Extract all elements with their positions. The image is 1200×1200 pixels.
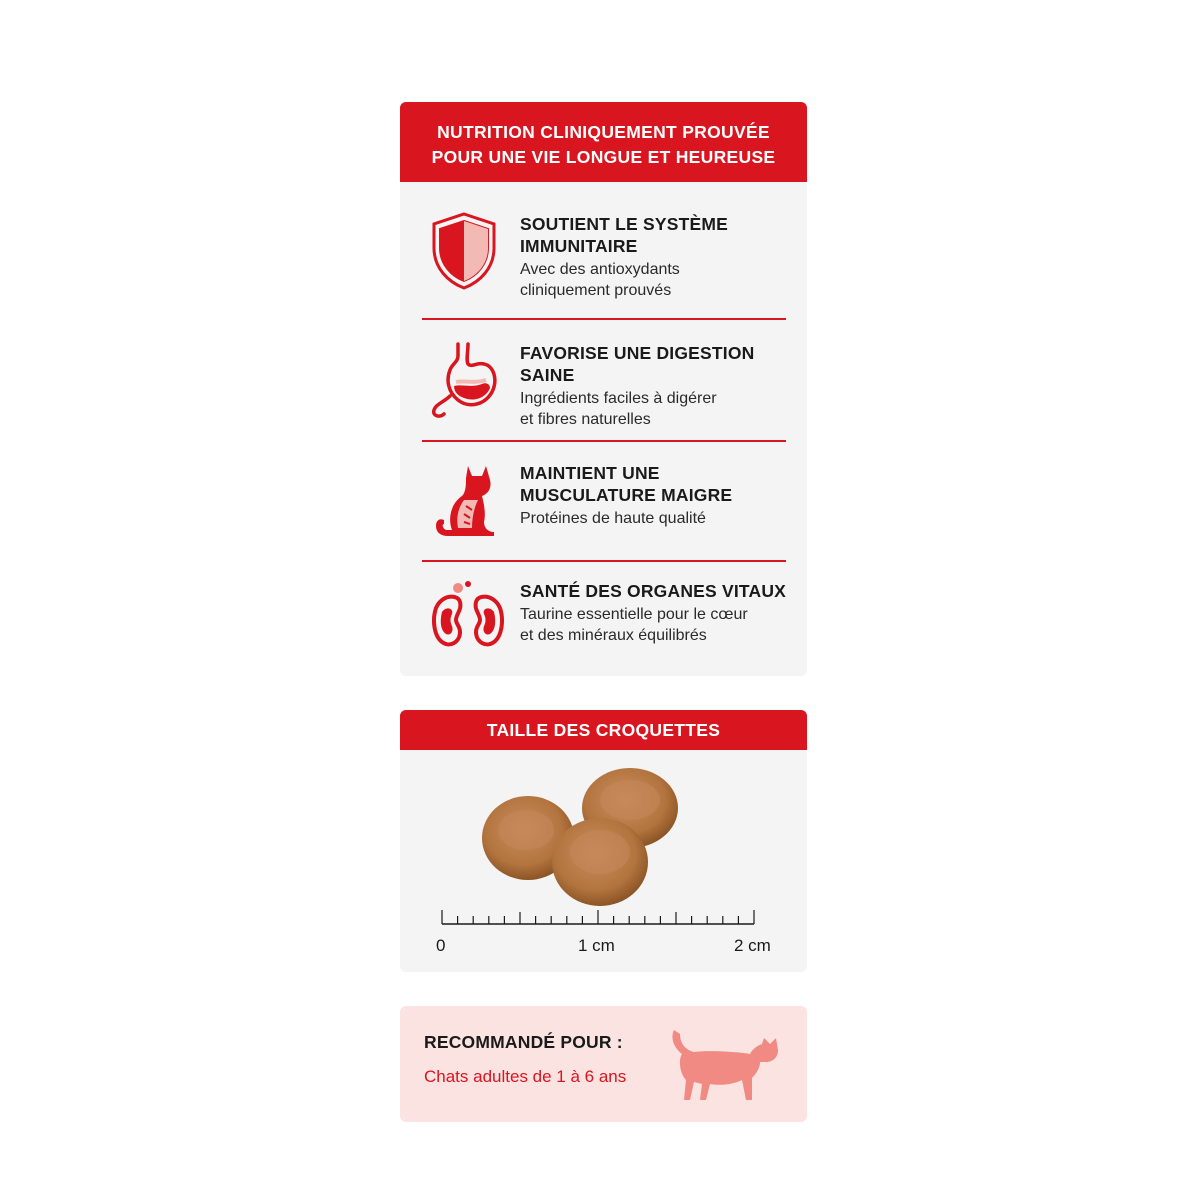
benefit-digestion-desc-2: et fibres naturelles [520,411,651,428]
benefit-immune-text [520,213,800,301]
shield-icon [428,210,500,290]
divider [422,318,786,320]
cat-walking-icon [668,1026,784,1106]
benefit-digestion [422,340,786,430]
benefit-muscle-title-2: MUSCULATURE MAIGRE [520,485,733,505]
benefit-muscle-desc-1: Protéines de haute qualité [520,510,706,527]
ruler-label-1cm: 1 cm [578,936,615,955]
ruler-label-2cm: 2 cm [734,936,771,955]
recommend-title: RECOMMANDÉ POUR : [424,1032,623,1052]
benefit-immune-title-1: SOUTIENT LE SYSTÈME [520,214,728,234]
benefit-immune-desc-1: Avec des antioxydants [520,261,680,278]
benefit-digestion-desc-1: Ingrédients faciles à digérer [520,390,717,407]
benefits-header-line1: NUTRITION CLINIQUEMENT PROUVÉE [437,122,770,142]
recommend-panel [400,1006,807,1122]
stomach-icon [428,340,500,420]
benefit-immune-desc-2: cliniquement prouvés [520,282,672,299]
benefit-immune [422,210,786,310]
benefit-muscle-title-1: MAINTIENT UNE [520,463,660,483]
benefit-organs-desc-2: et des minéraux équilibrés [520,627,707,644]
divider [422,440,786,442]
kidney-icon [428,580,508,660]
kibble-panel [400,710,807,972]
size-ruler [440,906,760,936]
recommend-value: Chats adultes de 1 à 6 ans [424,1067,627,1086]
benefit-organs-desc-1: Taurine essentielle pour le cœur [520,606,748,623]
benefit-muscle-text [520,462,800,529]
benefit-organs-title-1: SANTÉ DES ORGANES VITAUX [520,581,787,601]
benefit-organs-text [520,580,800,646]
benefits-header-line2: POUR UNE VIE LONGUE ET HEUREUSE [431,147,776,167]
ruler-label-0: 0 [436,936,446,955]
kibble-header: TAILLE DES CROQUETTES [400,710,807,750]
benefit-digestion-title-1: FAVORISE UNE DIGESTION SAINE [520,343,755,385]
benefit-immune-title-2: IMMUNITAIRE [520,236,638,256]
divider [422,560,786,562]
benefits-header [400,102,807,182]
kibble-image [470,760,730,910]
benefit-muscle [422,460,786,546]
cat-muscle-icon [428,460,500,540]
benefits-panel [400,102,807,676]
benefit-organs [422,580,786,660]
benefit-digestion-text [520,342,800,430]
